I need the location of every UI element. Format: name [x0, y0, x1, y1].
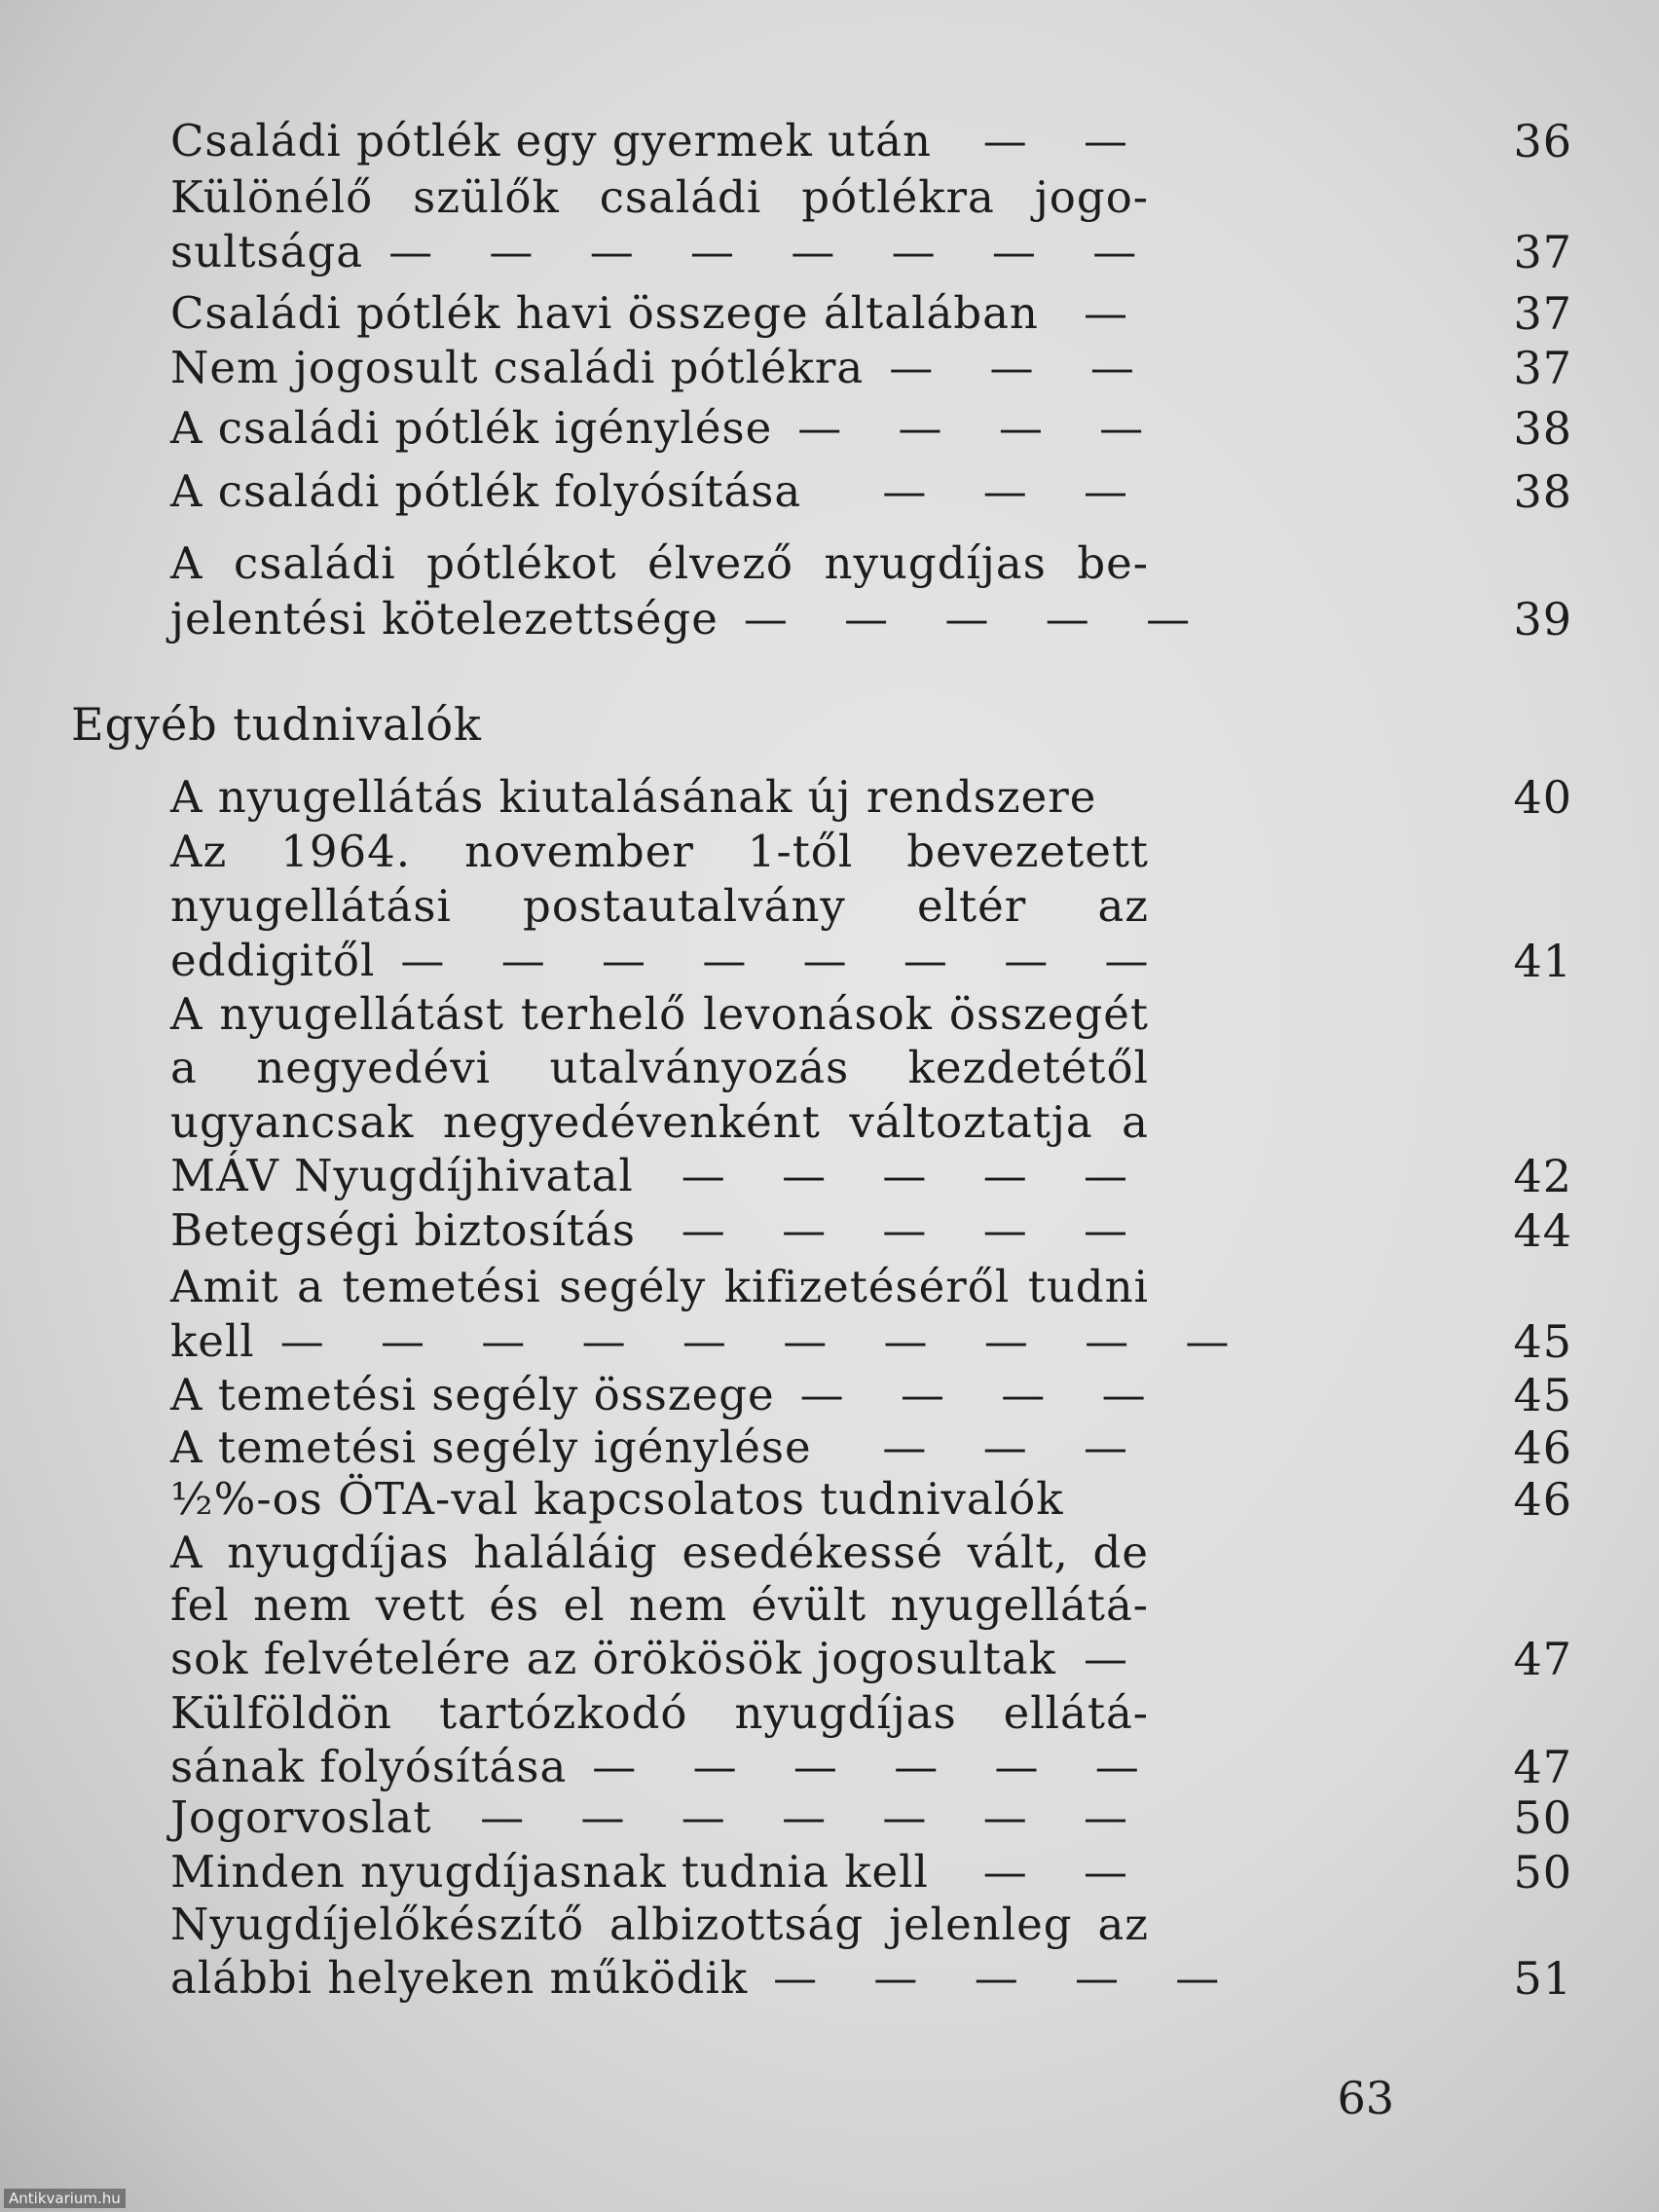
toc-entry-line — [170, 171, 1149, 224]
toc-entry-line — [170, 465, 1149, 518]
dash-leaders: — — — — [889, 342, 1156, 393]
toc-entry-text: fel nem vett és el nem évült nyugellátá- — [170, 1579, 1149, 1631]
toc-page-number: 37 — [1513, 342, 1572, 394]
toc-entry-line — [170, 1687, 1149, 1740]
toc-entry-line — [170, 593, 1212, 645]
dash-leaders: — — — — — — [743, 593, 1212, 645]
toc-entry-text: A nyugdíjas haláláig esedékessé vált, de — [170, 1527, 1149, 1578]
toc-entry-line — [170, 880, 1149, 933]
dash-leaders: — — — — — — — — [480, 1791, 1149, 1843]
dash-leaders: — — — [982, 1846, 1149, 1898]
toc-entry-text: MÁV Nyugdíjhivatal — [170, 1150, 634, 1201]
toc-page-number: 51 — [1513, 1952, 1572, 2005]
toc-page-number: 47 — [1513, 1741, 1572, 1793]
toc-entry-line — [170, 771, 1149, 824]
dash-leaders: — — [1084, 287, 1149, 339]
toc-entry-text: A családi pótlék igénylése — [170, 402, 773, 454]
toc-entry-text: A temetési segély összege — [170, 1369, 775, 1420]
toc-entry-line — [170, 1741, 1161, 1793]
toc-entry-text: kell — [170, 1315, 255, 1367]
toc-page-number: 38 — [1513, 402, 1572, 455]
toc-entry-line — [170, 1369, 1167, 1421]
dash-leaders: — — — — — — [681, 1150, 1149, 1201]
toc-entry-line — [170, 988, 1149, 1041]
toc-entry-line — [170, 1846, 1149, 1899]
toc-entry-text: Jogorvoslat — [170, 1791, 432, 1843]
toc-entry-line — [170, 537, 1149, 590]
toc-page-number: 42 — [1513, 1150, 1572, 1202]
toc-entry-line — [170, 1315, 1251, 1368]
toc-entry-line — [170, 1096, 1149, 1149]
page-number: 63 — [1337, 2072, 1394, 2124]
toc-entry-text: A temetési segély igénylése — [170, 1421, 812, 1473]
toc-entry-line — [170, 342, 1156, 394]
toc-entry-text: sok felvételére az örökösök jogosultak — [170, 1633, 1056, 1684]
toc-entry-text: a negyedévi utalványozás kezdetétől — [170, 1042, 1149, 1093]
toc-entry-text: Nyugdíjelőkészítő albizottság jelenleg az — [170, 1899, 1149, 1950]
dot-leader — [255, 1315, 1251, 1368]
dash-leaders: — — — — — — [773, 1952, 1241, 2004]
dash-leaders: — — — — — — — — — — — [279, 1315, 1251, 1367]
toc-entry-line — [170, 1633, 1149, 1685]
toc-entry-text: A családi pótlék folyósítása — [170, 465, 802, 517]
toc-page-number: 47 — [1513, 1633, 1572, 1685]
toc-entry-line — [170, 287, 1149, 340]
toc-entry-text: eddigitől — [170, 935, 376, 986]
toc-page-number: 50 — [1513, 1791, 1572, 1844]
dot-leader — [864, 342, 1156, 394]
toc-entry-text: Amit a temetési segély kifizetéséről tudni — [170, 1261, 1149, 1312]
toc-entry-line — [170, 1150, 1149, 1202]
toc-entry-text: jelentési kötelezettsége — [170, 593, 719, 645]
toc-entry-text: ½%-os ÖTA-val kapcsolatos tudnivalók — [170, 1473, 1064, 1525]
toc-page-number: 38 — [1513, 465, 1572, 518]
toc-entry-text: alábbi helyeken működik — [170, 1952, 749, 2004]
section-heading: Egyéb tudnivalók — [71, 698, 482, 751]
toc-page-number: 36 — [1513, 115, 1572, 167]
toc-page-number: 37 — [1513, 287, 1572, 340]
toc-page-number: 41 — [1513, 935, 1572, 987]
toc-page-number: 50 — [1513, 1846, 1572, 1899]
toc-entry-line — [170, 1473, 1149, 1526]
dot-leader — [719, 593, 1211, 645]
dot-leader — [634, 1150, 1149, 1202]
toc-entry-line — [170, 1579, 1149, 1632]
toc-entry-text: Minden nyugdíjasnak tudnia kell — [170, 1846, 929, 1898]
dash-leaders: — — [1084, 1633, 1149, 1684]
toc-entry-line — [170, 1421, 1149, 1474]
toc-page-number: 44 — [1513, 1204, 1572, 1257]
dash-leaders: — — — [982, 115, 1149, 166]
dash-leaders: — — — — — [797, 402, 1165, 454]
dash-leaders: — — — — — — — — — [400, 935, 1170, 986]
dot-leader — [567, 1741, 1161, 1793]
toc-entry-line — [170, 1042, 1149, 1094]
dot-leader — [772, 402, 1164, 455]
toc-entry-text: Családi pótlék egy gyermek után — [170, 115, 932, 166]
dash-leaders: — — — — — [799, 1369, 1167, 1420]
toc-entry-text: Külföldön tartózkodó nyugdíjas ellátá- — [170, 1687, 1149, 1739]
toc-entry-text: A családi pótlékot élvező nyugdíjas be- — [170, 537, 1149, 589]
dot-leader — [363, 226, 1158, 278]
toc-entry-text: sának folyósítása — [170, 1741, 568, 1792]
toc-entry-text: Nem jogosult családi pótlékra — [170, 342, 865, 393]
toc-entry-text: sultsága — [170, 226, 364, 277]
dash-leaders: — — — — — — [681, 1204, 1149, 1256]
toc-entry-line — [170, 1204, 1149, 1257]
toc-entry-line — [170, 226, 1159, 278]
toc-page-number: 39 — [1513, 593, 1572, 645]
toc-entry-text: ugyancsak negyedévenként változtatja a — [170, 1096, 1149, 1148]
toc-entry-line — [170, 1899, 1149, 1951]
toc-entry-text: Az 1964. november 1-től bevezetett — [170, 826, 1149, 877]
dot-leader — [775, 1369, 1167, 1421]
toc-entry-text: Különélő szülők családi pótlékra jogo- — [170, 171, 1149, 223]
toc-page-number: 40 — [1513, 771, 1572, 824]
dash-leaders: — — — — [882, 1421, 1149, 1473]
dot-leader — [801, 465, 1149, 518]
toc-entry-text: Családi pótlék havi összege általában — [170, 287, 1039, 339]
toc-entry-text: Betegségi biztosítás — [170, 1204, 637, 1256]
toc-entry-line — [170, 115, 1149, 167]
dot-leader — [1039, 287, 1149, 340]
watermark: Antikvarium.hu — [4, 2189, 126, 2208]
dash-leaders: — — — — — — — — — [388, 226, 1159, 277]
dash-leaders: — — — — — — — [592, 1741, 1161, 1792]
toc-entry-text: A nyugellátást terhelő levonások összegét — [170, 988, 1149, 1040]
dot-leader — [431, 1791, 1149, 1844]
toc-entry-line — [170, 826, 1149, 878]
toc-page-number: 45 — [1513, 1315, 1572, 1368]
dot-leader — [375, 935, 1169, 987]
toc-entry-line — [170, 1952, 1241, 2005]
toc-entry-text: nyugellátási postautalvány eltér az — [170, 880, 1149, 932]
toc-page-number: 46 — [1513, 1473, 1572, 1526]
dot-leader — [636, 1204, 1149, 1257]
toc-page-number: 45 — [1513, 1369, 1572, 1421]
toc-page-number: 46 — [1513, 1421, 1572, 1474]
dash-leaders: — — — — [882, 465, 1149, 517]
dot-leader — [932, 115, 1149, 167]
dot-leader — [812, 1421, 1149, 1474]
dot-leader — [929, 1846, 1149, 1899]
toc-page-number: 37 — [1513, 226, 1572, 278]
toc-entry-line — [170, 935, 1170, 987]
toc-entry-line — [170, 1791, 1149, 1844]
toc-entry-line — [170, 1527, 1149, 1579]
toc-entry-line — [170, 402, 1165, 455]
toc-entry-text: A nyugellátás kiutalásának új rendszere — [170, 771, 1097, 823]
dot-leader — [1056, 1633, 1149, 1685]
toc-entry-line — [170, 1261, 1149, 1313]
dot-leader — [748, 1952, 1240, 2005]
